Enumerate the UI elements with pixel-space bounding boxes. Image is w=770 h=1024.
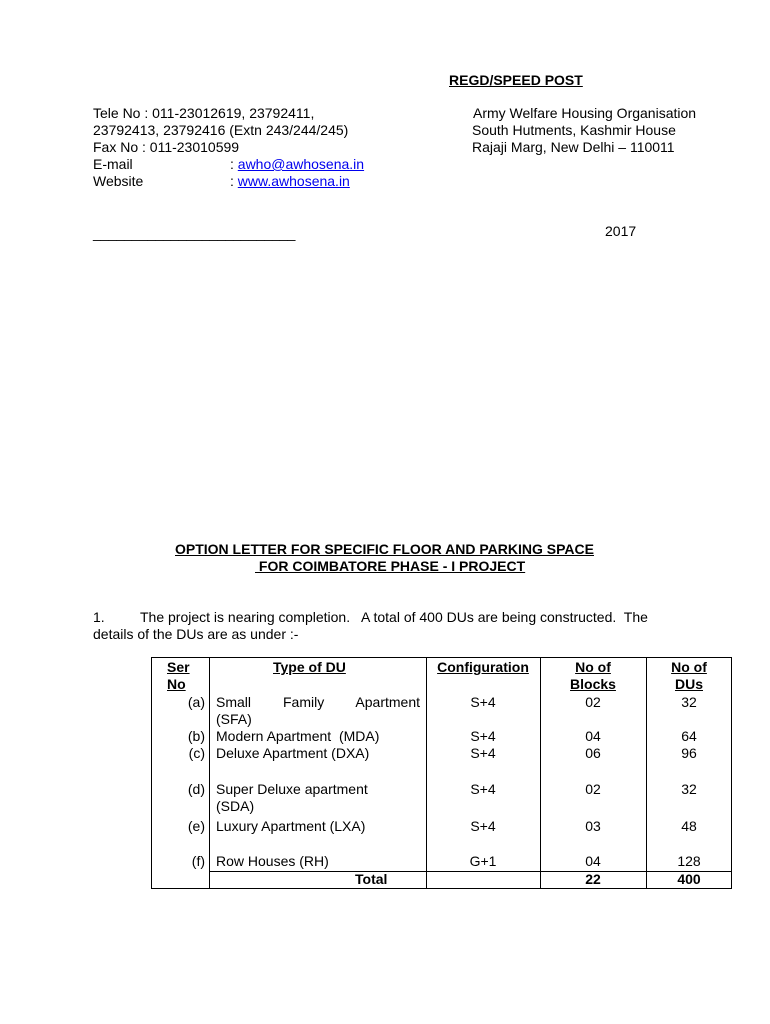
website-row bbox=[230, 173, 350, 190]
header-type: Type of DU bbox=[273, 659, 346, 675]
para-text-line-2: details of the DUs are as under :- bbox=[93, 626, 299, 642]
email-link[interactable]: awho@awhosena.in bbox=[237, 156, 365, 172]
du-details-table bbox=[151, 657, 732, 889]
website-label: Website bbox=[93, 173, 144, 189]
row-a-type-line-2: (SFA) bbox=[216, 711, 252, 727]
row-d-dus: 32 bbox=[681, 781, 697, 797]
row-d-config: S+4 bbox=[470, 781, 496, 797]
row-f-config: G+1 bbox=[469, 853, 497, 869]
row-f-type: Row Houses (RH) bbox=[216, 853, 329, 869]
total-blocks: 22 bbox=[585, 871, 601, 887]
regd-speed-post: REGD/SPEED POST bbox=[449, 72, 583, 88]
row-d-type bbox=[216, 781, 420, 815]
row-e-type: Luxury Apartment (LXA) bbox=[216, 818, 366, 834]
total-label: Total bbox=[355, 871, 388, 887]
letter-title-line-1: OPTION LETTER FOR SPECIFIC FLOOR AND PARKING SPACE bbox=[175, 541, 594, 557]
header-blocks bbox=[540, 659, 646, 693]
tele-line-1: Tele No : 011-23012619, 23792411, bbox=[93, 105, 315, 121]
table-border-top bbox=[151, 657, 732, 658]
website-link[interactable]: www.awhosena.in bbox=[237, 173, 350, 189]
email-row bbox=[230, 156, 364, 173]
row-d-type-line-2: (SDA) bbox=[216, 798, 255, 814]
address-line-1: Army Welfare Housing Organisation bbox=[473, 105, 697, 121]
row-a-type-line-1: Small Family Apartment bbox=[216, 694, 420, 710]
header-blocks-line-2: Blocks bbox=[570, 676, 616, 692]
row-f-ser: (f) bbox=[191, 853, 205, 869]
email-label: E-mail bbox=[93, 156, 133, 172]
tele-line-2: 23792413, 23792416 (Extn 243/244/245) bbox=[93, 122, 349, 138]
row-c-blocks: 06 bbox=[585, 745, 601, 761]
header-ser bbox=[167, 659, 221, 693]
letter-title-line-2: FOR COIMBATORE PHASE - I PROJECT bbox=[255, 558, 526, 574]
address-line-3: Rajaji Marg, New Delhi – 110011 bbox=[472, 139, 675, 155]
para-number: 1. bbox=[93, 609, 105, 625]
row-c-ser: (c) bbox=[188, 745, 205, 761]
row-b-config: S+4 bbox=[470, 728, 496, 744]
table-border-bottom bbox=[151, 888, 732, 889]
website-separator: : bbox=[230, 173, 234, 189]
row-b-ser: (b) bbox=[187, 728, 205, 744]
row-b-dus: 64 bbox=[681, 728, 697, 744]
row-c-config: S+4 bbox=[470, 745, 496, 761]
row-a-ser: (a) bbox=[187, 694, 205, 710]
row-a-dus: 32 bbox=[681, 694, 697, 710]
row-a-config: S+4 bbox=[470, 694, 496, 710]
address-line-2: South Hutments, Kashmir House bbox=[472, 122, 676, 138]
header-ser-line-2: No bbox=[167, 676, 186, 692]
row-e-config: S+4 bbox=[470, 818, 496, 834]
row-f-blocks: 04 bbox=[585, 853, 601, 869]
row-e-blocks: 03 bbox=[585, 818, 601, 834]
row-d-blocks: 02 bbox=[585, 781, 601, 797]
row-c-type: Deluxe Apartment (DXA) bbox=[216, 745, 370, 761]
header-dus-line-2: DUs bbox=[674, 676, 703, 692]
row-d-type-line-1: Super Deluxe apartment bbox=[216, 781, 368, 797]
header-config: Configuration bbox=[437, 659, 529, 675]
row-b-blocks: 04 bbox=[585, 728, 601, 744]
header-dus-line-1: No of bbox=[671, 659, 707, 675]
row-e-dus: 48 bbox=[681, 818, 697, 834]
fax-line: Fax No : 011-23010599 bbox=[93, 139, 240, 155]
email-separator: : bbox=[230, 156, 234, 172]
header-blocks-line-1: No of bbox=[575, 659, 611, 675]
row-c-dus: 96 bbox=[681, 745, 697, 761]
header-ser-line-1: Ser bbox=[167, 659, 190, 675]
header-dus bbox=[646, 659, 732, 693]
row-e-ser: (e) bbox=[187, 818, 205, 834]
row-a-type bbox=[216, 694, 420, 728]
row-d-ser: (d) bbox=[187, 781, 205, 797]
reference-number-line: __________________________ bbox=[93, 225, 296, 241]
row-f-dus: 128 bbox=[677, 853, 701, 869]
total-dus: 400 bbox=[677, 871, 701, 887]
para-text-line-1: The project is nearing completion. A total of 400 DUs are being constructed. The bbox=[140, 609, 648, 625]
letter-date: 2017 bbox=[605, 223, 637, 239]
row-a-blocks: 02 bbox=[585, 694, 601, 710]
row-b-type: Modern Apartment (MDA) bbox=[216, 728, 380, 744]
